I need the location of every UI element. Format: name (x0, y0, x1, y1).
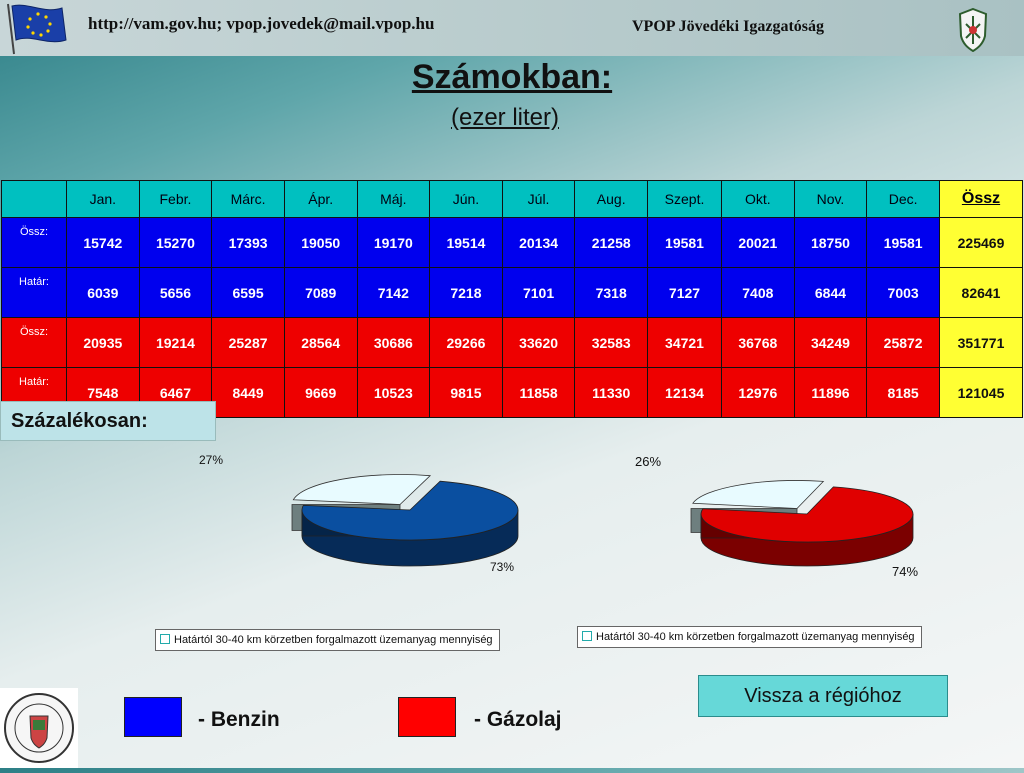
row-label: Határ: (2, 268, 67, 318)
table-cell: 9669 (284, 368, 357, 418)
benzin-legend-label: - Benzin (198, 708, 280, 731)
pie-small-label: 26% (635, 454, 662, 469)
legend-marker-icon (160, 634, 170, 644)
table-cell: 21258 (575, 218, 648, 268)
pie-legend (155, 629, 500, 651)
table-cell: 11896 (794, 368, 867, 418)
contact-url[interactable]: http://vam.gov.hu; vpop.jovedek@mail.vpop.hu (88, 14, 435, 33)
percent-heading: Százalékosan: (11, 410, 148, 432)
total-cell: 351771 (940, 318, 1023, 368)
anniversary-badge-icon (0, 688, 78, 768)
fuel-data-table (1, 180, 1023, 418)
month-header: Ápr. (284, 181, 357, 218)
total-cell: 121045 (940, 368, 1023, 418)
month-header: Aug. (575, 181, 648, 218)
table-cell: 7127 (648, 268, 722, 318)
table-cell: 19214 (139, 318, 212, 368)
pie-small-label: 27% (199, 453, 224, 467)
legend-marker-icon (582, 631, 592, 641)
month-header: Febr. (139, 181, 212, 218)
pie-large-label: 73% (490, 560, 515, 574)
pie-legend-text: Határtól 30-40 km körzetben forgalmazott üzemanyag mennyiség (596, 631, 915, 643)
table-cell: 18750 (794, 218, 867, 268)
month-header: Okt. (722, 181, 795, 218)
table-row (2, 318, 1023, 368)
table-cell: 36768 (722, 318, 795, 368)
gazolaj-legend-label: - Gázolaj (474, 708, 562, 731)
table-cell: 6844 (794, 268, 867, 318)
table-cell: 25872 (867, 318, 940, 368)
table-cell: 20134 (502, 218, 575, 268)
table-cell: 19170 (357, 218, 430, 268)
table-cell: 10523 (357, 368, 430, 418)
pie-slice-small (693, 481, 823, 509)
row-label: Össz: (2, 218, 67, 268)
table-cell: 19581 (648, 218, 722, 268)
table-cell: 15742 (67, 218, 140, 268)
organization-name: VPOP Jövedéki Igazgatóság (632, 18, 824, 35)
percent-heading-box (0, 401, 216, 441)
table-row (2, 218, 1023, 268)
table-cell: 7003 (867, 268, 940, 318)
month-header: Jan. (67, 181, 140, 218)
table-cell: 7142 (357, 268, 430, 318)
table-cell: 19581 (867, 218, 940, 268)
total-cell: 225469 (940, 218, 1023, 268)
eu-flag-icon (0, 0, 70, 56)
gazolaj-pie-chart (637, 470, 927, 580)
vpop-emblem-icon (958, 8, 988, 52)
benzin-color-swatch (124, 697, 182, 737)
table-cell: 8185 (867, 368, 940, 418)
table-cell: 15270 (139, 218, 212, 268)
month-header: Márc. (212, 181, 285, 218)
table-cell: 34249 (794, 318, 867, 368)
table-cell: 29266 (430, 318, 503, 368)
table-cell: 19050 (284, 218, 357, 268)
table-cell: 34721 (648, 318, 722, 368)
table-cell: 20935 (67, 318, 140, 368)
table-cell: 32583 (575, 318, 648, 368)
total-cell: 82641 (940, 268, 1023, 318)
row-label: Össz: (2, 318, 67, 368)
table-cell: 30686 (357, 318, 430, 368)
page-subtitle: (ezer liter) (450, 104, 559, 131)
table-cell: 20021 (722, 218, 795, 268)
table-header-row (2, 181, 1023, 218)
table-row (2, 268, 1023, 318)
table-cell: 12134 (648, 368, 722, 418)
table-cell: 11330 (575, 368, 648, 418)
table-cell: 6039 (67, 268, 140, 318)
pie-slice-small (293, 475, 430, 505)
back-to-region-button[interactable]: Vissza a régióhoz (698, 675, 948, 717)
table-cell: 7089 (284, 268, 357, 318)
table-corner-cell (2, 181, 67, 218)
table-cell: 11858 (502, 368, 575, 418)
table-cell: 12976 (722, 368, 795, 418)
benzin-pie-chart (200, 455, 530, 580)
month-header: Júl. (502, 181, 575, 218)
month-header: Dec. (867, 181, 940, 218)
table-cell: 7548 (67, 368, 140, 418)
table-cell: 17393 (212, 218, 285, 268)
table-cell: 6467 (139, 368, 212, 418)
row-label: Határ: (2, 368, 67, 418)
gazolaj-color-swatch (398, 697, 456, 737)
month-header: Máj. (357, 181, 430, 218)
table-cell: 8449 (212, 368, 285, 418)
month-header: Szept. (648, 181, 722, 218)
table-cell: 19514 (430, 218, 503, 268)
table-cell: 7318 (575, 268, 648, 318)
pie-large-label: 74% (892, 564, 919, 579)
table-cell: 7408 (722, 268, 795, 318)
month-header: Jún. (430, 181, 503, 218)
table-cell: 28564 (284, 318, 357, 368)
table-cell: 6595 (212, 268, 285, 318)
header-bar (0, 0, 1024, 56)
table-cell: 33620 (502, 318, 575, 368)
table-cell: 25287 (212, 318, 285, 368)
page-title: Számokban: (411, 58, 613, 96)
table-cell: 7101 (502, 268, 575, 318)
total-header: Össz (940, 181, 1023, 218)
table-cell: 7218 (430, 268, 503, 318)
table-cell: 5656 (139, 268, 212, 318)
pie-legend (577, 626, 922, 648)
table-cell: 9815 (430, 368, 503, 418)
pie-legend-text: Határtól 30-40 km körzetben forgalmazott üzemanyag mennyiség (174, 634, 493, 646)
month-header: Nov. (794, 181, 867, 218)
